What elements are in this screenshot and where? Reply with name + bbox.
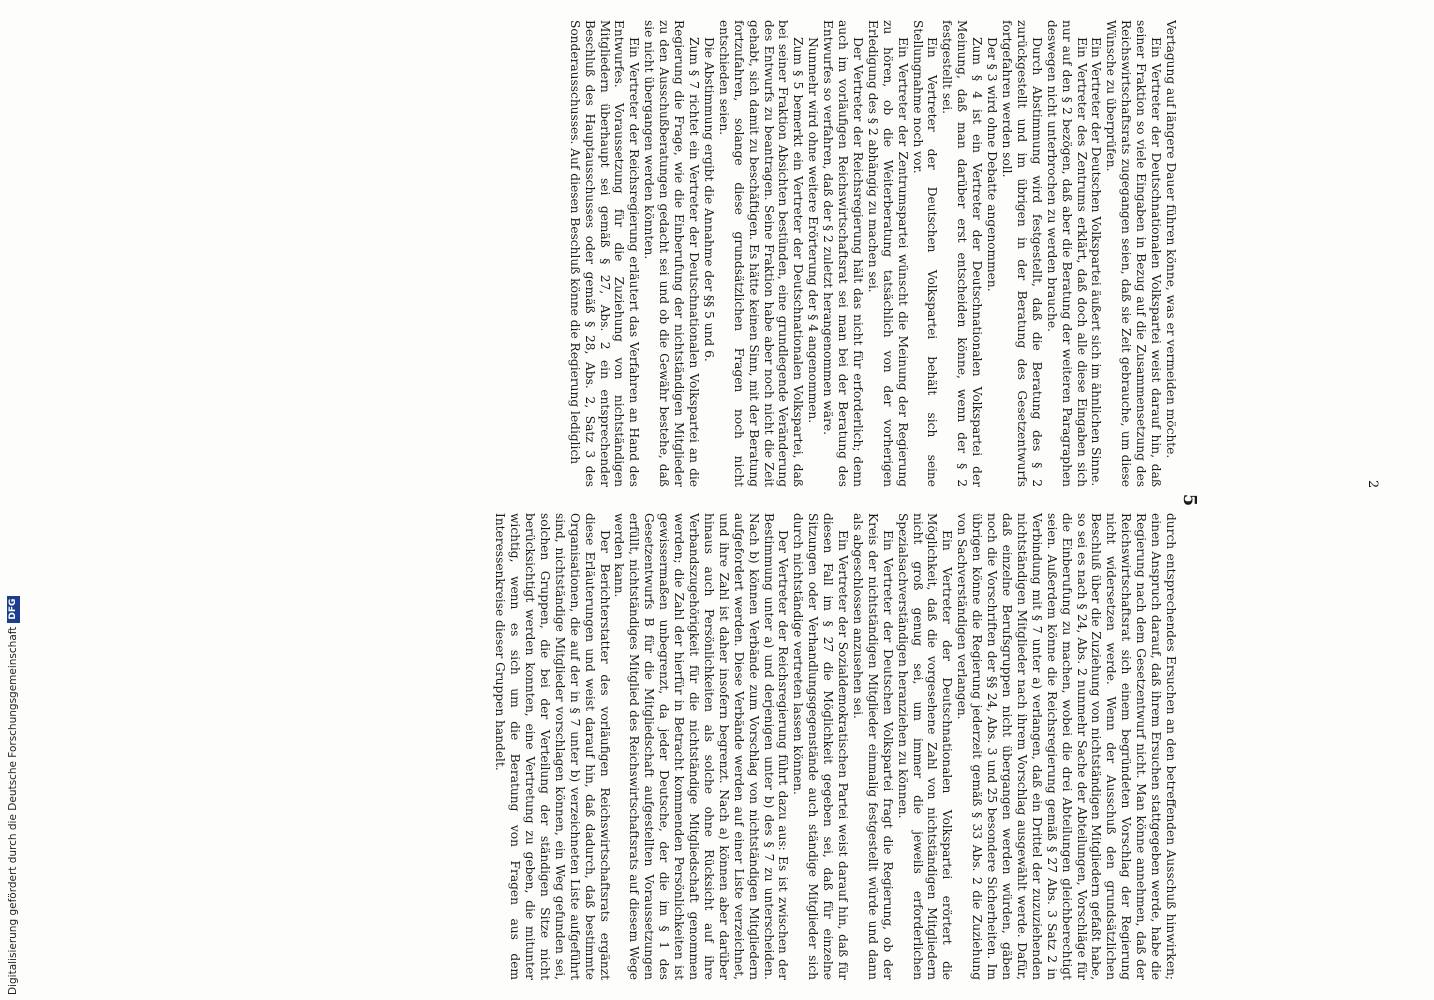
paragraph: Der Vertreter der Reichsregierung hält das nicht für erforderlich; denn auch im vorläufigen Reichswirtschaftsrat sei man bei der Beratung des Entwurfes so verfahren, daß der § 2 zuletzt herangenommen wäre. <box>821 20 865 487</box>
footer-text-row <box>4 600 22 995</box>
paragraph: Nunmehr wird ohne weitere Erörterung der § 4 angenommen. <box>806 37 821 424</box>
page-number: 5 <box>1179 493 1200 507</box>
paragraph: Ein Vertreter der Zentrumspartei wünscht die Meinung der Regierung zu hören, ob die Weiterberatung tatsächlich von der vorherigen Erledigung des § 2 abhängig zu machen sei. <box>865 20 910 487</box>
paragraph: Der Berichterstatter des vorläufigen Reichswirtschaftsrats ergänzt diese Erläuterungen und weist darauf hin, daß dadurch, daß bestimmte Organisationen, die auf der in § 7 unter b) verzeichneten Liste aufgeführt sind, nichtständige Mitglieder vorschlagen können, ein Weg gefunden sei, solchen Gruppen, die bei der Verteilung der ständigen Sitze nicht berücksichtigt werden konnten, eine Vertretung zu geben, die mitunter wichtig, wenn es sich um die Beratung von Fragen aus dem Interessenkreise dieser Gruppen handelt. <box>493 513 612 980</box>
paragraph: Ein Vertreter der Deutschen Volkspartei behält sich seine Stellungnahme noch vor. <box>910 20 940 487</box>
dfg-logo-icon: DFG <box>7 596 20 623</box>
paragraph: Ein Vertreter der Sozialdemokratischen Partei weist darauf hin, daß für diesen Fall im § 27 die Möglichkeit gegeben sei, daß für einzelne Sitzungen oder Verhandlungsgegenstände auch ständige Mitglieder sich durch nichtständige vertreten lassen können. <box>791 513 851 980</box>
paragraph: Ein Vertreter des Zentrums erklärt, daß doch alle diese Eingaben sich nur auf den § 2 bezögen, daß aber die Beratung der weiteren Paragraphen deswegen nicht unterbrochen zu werden brauche. <box>1044 20 1089 487</box>
paragraph: Durch Abstimmung wird festgestellt, daß die Beratung des § 2 zurückgestellt und im übrigen in der Beratung des Gesetzentwurfs fortgefahren werden soll. <box>1000 20 1044 487</box>
paragraph: Ein Vertreter der Deutschen Volkspartei äußert sich im ähnlichen Sinne. <box>1089 37 1104 487</box>
paragraph: Der Vertreter der Reichsregierung führt dazu aus: Es ist zwischen der Bestimmung unter a) und derjenigen unter b) des § 7 zu unterscheiden. Nach b) können Verbände zum Vorschlag von nichtständigen Mitgliedern aufgefordert werden. Diese Verbände werden auf einer Liste verzeichnet, und ihre Zahl ist daher insofern begrenzt. Nach a) können aber darüber hinaus auch Persönlichkeiten als solche ohne Rücksicht auf ihre Verbandszugehörigkeit für die nichtständige Mitgliedschaft genommen werden; die Zahl der hierfür in Betracht kommenden Persönlichkeiten ist gewissermaßen unbegrenzt, da jeder Deutsche, der die im § 1 des Gesetzentwurfs B für die Mitgliedschaft aufgestellten Voraussetzungen erfüllt, nichtständiges Mitglied des Reichswirtschaftsrats auf diesem Wege werden kann. <box>612 513 791 980</box>
digitization-footer <box>2 600 24 995</box>
paragraph: Die Abstimmung ergibt die Annahme der §§ 5 und 6. <box>701 37 716 362</box>
paragraph: Ein Vertreter der Deutschnationalen Volkspartei erörtert die Möglichkeit, daß die vorgesehene Zahl von nichtständigen Mitgliedern nicht groß genug sei, um immer die jeweils erforderlichen Spezialsachverständigen heranziehen zu können. <box>895 513 955 980</box>
paragraph: durch entsprechendes Ersuchen an den betreffenden Ausschuß hinwirken; einen Anspruch darauf, daß ihrem Ersuchen stattgegeben werde, habe die Regierung nach dem Gesetzentwurf nicht. Man könne annehmen, daß der Reichswirtschaftsrat sich einem begründeten Vorschlag der Regierung nicht widersetzen werde. Wenn der Ausschuß den grundsätzlichen Beschluß über die Zuziehung von nichtständigen Mitgliedern gefaßt habe, so sei es nach § 24, Abs. 2 nunmehr Sache der Abteilungen, Vorschläge für die Einberufung zu machen, wobei die drei Abteilungen gleichberechtigt seien. Außerdem könne die Reichsregierung gemäß § 27 Abs. 3 Satz 2 in Verbindung mit § 7 unter a) verlangen, daß ein Drittel der zuzuziehenden nichtständigen Mitglieder nach ihrem Vorschlag ausgewählt werde. Dafür, daß einzelne Berufsgruppen nicht übergangen werden würden, gäben noch die Vorschriften der §§ 24, Abs. 3 und 25 besondere Sicherheiten. Im übrigen könne die Regierung jederzeit gemäß § 33 Abs. 2 die Zuziehung von Sachverständigen verlangen. <box>955 513 1178 980</box>
printer-signature: 2 <box>1365 480 1380 489</box>
footer-credit: Digitalisierung gefördert durch die Deutsche Forschungsgemeinschaft <box>7 626 19 995</box>
paragraph: Zum § 4 ist ein Vertreter der Deutschnationalen Volkspartei der Meinung, daß man darüber erst entscheiden könne, wenn der § 2 festgestellt sei. <box>940 20 985 487</box>
paragraph: Ein Vertreter der Deutschen Volkspartei fragt die Regierung, ob der Kreis der nichtständigen Mitglieder einmalig festgestellt würde und dann als abgeschlossen anzusehen sei. <box>850 513 895 980</box>
paragraph: Ein Vertreter der Reichsregierung erläutert das Verfahren an Hand des Entwurfes. Voraussetzung für die Zuziehung von nichtständigen Mitgliedern überhaupt sei gemäß § 27, Abs. 2 ein entsprechender Beschluß des Hauptausschusses oder gemäß § 28, Abs. 2, Satz 3 des Sonderausschusses. Auf diesen Beschluß könne die Regierung lediglich <box>567 20 642 487</box>
paragraph: Zum § 5 bemerkt ein Vertreter der Deutschnationalen Volkspartei, daß bei seiner Fraktion Absichten bestünden, eine grundlegende Veränderung des Entwurfs zu beantragen. Seine Fraktion habe aber noch nicht die Zeit gehabt, sich damit zu beschäftigen. Es hätte keinen Sinn, mit der Beratung fortzufahren, solange diese grundsätzlichen Fragen noch nicht entschieden seien. <box>716 20 806 487</box>
paragraph: Zum § 7 richtet ein Vertreter der Deutschnationalen Volkspartei an die Regierung die Frage, wie die Einberufung der nichtständigen Mitglieder zu den Ausschußberatungen gedacht sei und ob die Gewähr bestehe, daß sie nicht übergangen werden könnten. <box>642 20 701 487</box>
right-column <box>158 513 1178 980</box>
text-columns <box>158 20 1178 980</box>
paragraph: Der § 3 wird ohne Debatte angenommen. <box>985 37 1000 292</box>
paragraph: Vertagung auf längere Dauer führen könne, was er vermeiden möchte. <box>1164 20 1178 459</box>
paragraph: Ein Vertreter der Deutschnationalen Volkspartei weist darauf hin, daß seiner Fraktion so viele Eingaben in Bezug auf die Zusammensetzung des Reichswirtschaftsrats zugegangen seien, daß sie Zeit gebrauche, um diese Wünsche zu überprüfen. <box>1104 20 1164 487</box>
rotated-page-content <box>140 20 1200 980</box>
left-column <box>158 20 1178 487</box>
signature-mark <box>1360 480 1380 520</box>
